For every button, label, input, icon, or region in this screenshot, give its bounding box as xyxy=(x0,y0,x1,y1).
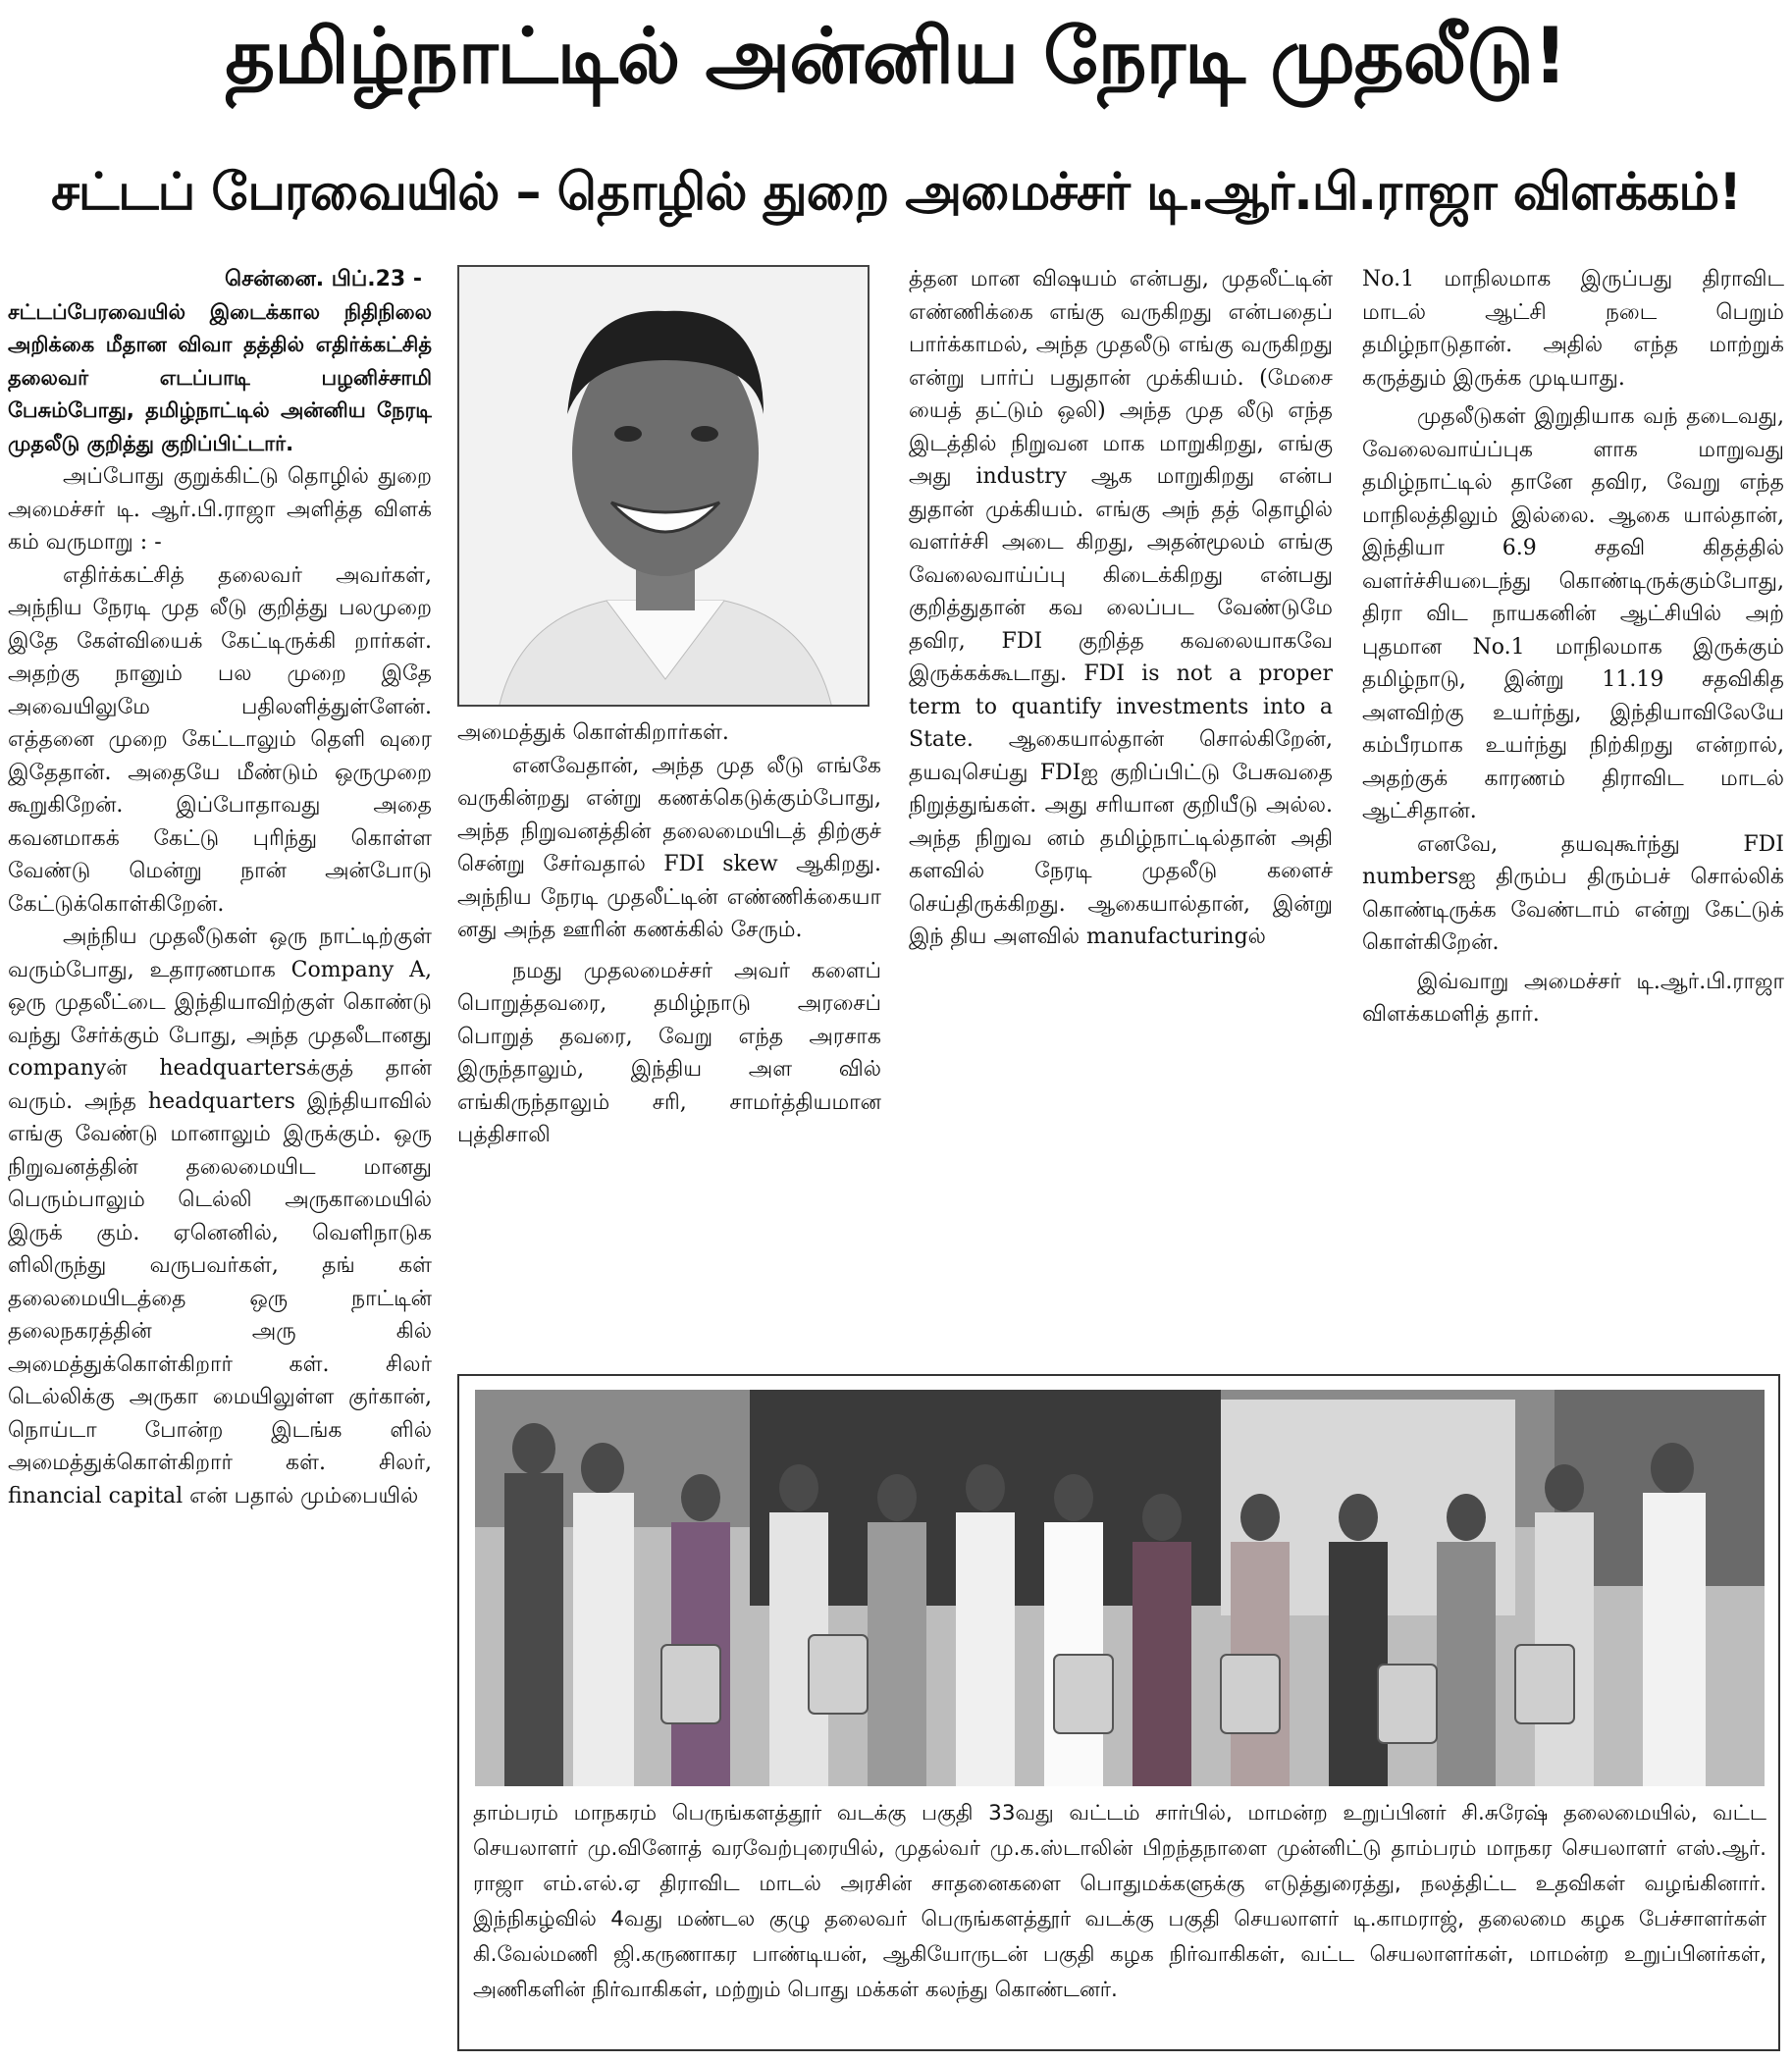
event-photo-image xyxy=(475,1390,1765,1786)
article-column-4 xyxy=(1362,263,1784,1441)
paragraph-6: நமது முதலமைச்சர் அவர் களைப் பொறுத்தவரை, தமிழ்நாடு அரசைப் பொறுத் தவரை, வேறு எந்த அரசாக இருந்தாலும், இந்திய அள வில் எங்கிருந்தாலும் சரி, சாமர்த்தியமான புத்திசாலி xyxy=(457,958,881,1147)
paragraph-5: எனவேதான், அந்த முத லீடு எங்கே வருகின்றது என்று கணக்கெடுக்கும்போது, அந்த நிறுவனத்தின் தலைமையிடத் திற்குச் சென்று சேர்வதால் FDI skew ஆகிறது. அந்நிய நேரடி முதலீட்டின் எண்ணிக்கையா னது அந்த ஊரின் கணக்கில் சேரும். xyxy=(457,753,881,942)
paragraph-10: எனவே, தயவுகூர்ந்து FDI numbersஐ திரும்ப திரும்பச் சொல்லிக் கொண்டிருக்க வேண்டாம் என்று கேட்டுக் கொள்கிறேன். xyxy=(1362,831,1784,955)
article-column-2 xyxy=(457,716,881,1443)
event-photo-box xyxy=(457,1374,1780,2051)
lead-paragraph: சட்டப்பேரவையில் இடைக்கால நிதிநிலை அறிக்கை மீதான விவா தத்தில் எதிர்க்கட்சித் தலைவர் எடப்பாடி பழனிச்சாமி பேசும்போது, தமிழ்நாட்டில் அன்னிய நேரடி முதலீடு குறித்து குறிப்பிட்டார். xyxy=(8,299,432,455)
paragraph-8: No.1 மாநிலமாக இருப்பது திராவிட மாடல் ஆட்சி நடை பெறும் தமிழ்நாடுதான். அதில் எந்த மாற்றுக் கருத்தும் இருக்க முடியாது. xyxy=(1362,267,1784,391)
paragraph-1: அப்போது குறுக்கிட்டு தொழில் துறை அமைச்சர் டி. ஆர்.பி.ராஜா அளித்த விளக் கம் வருமாறு : - xyxy=(8,464,432,555)
photo-caption: தாம்பரம் மாநகரம் பெருங்களத்தூர் வடக்கு பகுதி 33வது வட்டம் சார்பில், மாமன்ற உறுப்பினர் சி.சுரேஷ் தலைமையில், வட்ட செயலாளர் மு.வினோத் வரவேற்புரையில், முதல்வர் மு.க.ஸ்டாலின் பிறந்தநாளை முன்னிட்டு தாம்பரம் மாநகர செயலாளர் எஸ்.ஆர். ராஜா எம்.எல்.ஏ திராவிட மாடல் அரசின் சாதனைகளை பொதுமக்களுக்கு எடுத்துரைத்து, நலத்திட்ட உதவிகள் வழங்கினார். இந்நிகழ்வில் 4வது மண்டல குழு தலைவர் பெருங்களத்தூர் வடக்கு பகுதி செயலாளர் டி.காமராஜ், தலைமை கழக பேச்சாளர்கள் கி.வேல்மணி ஜி.கருணாகர பாண்டியன், ஆகியோருடன் பகுதி கழக நிர்வாகிகள், வட்ட செயலாளர்கள், மாமன்ற உறுப்பினர்கள், அணிகளின் நிர்வாகிகள், மற்றும் பொது மக்கள் கலந்து கொண்டனர். xyxy=(473,1801,1766,2002)
event-photo xyxy=(475,1390,1765,1786)
paragraph-2: எதிர்க்கட்சித் தலைவர் அவர்கள், அந்நிய நேரடி முத லீடு குறித்து பலமுறை இதே கேள்வியைக் கேட்டிருக்கி றார்கள். அதற்கு நானும் பல முறை இதே அவையிலுமே பதிலளித்துள்ளேன். எத்தனை முறை கேட்டாலும் தெளி வுரை இதேதான். அதையே மீண்டும் ஒருமுறை கூறுகிறேன். இப்போதாவது அதை கவனமாகக் கேட்டு புரிந்து கொள்ள வேண்டு மென்று நான் அன்போடு கேட்டுக்கொள்கிறேன். xyxy=(8,562,432,917)
paragraph-3: அந்நிய முதலீடுகள் ஒரு நாட்டிற்குள் வரும்போது, உதாரணமாக Company A, ஒரு முதலீட்டை இந்தியாவிற்குள் கொண்டு வந்து சேர்க்கும் போது, அந்த முதலீடானது companyன் headquartersக்குத் தான் வரும். அந்த headquarters இந்தியாவில் எங்கு வேண்டு மானாலும் இருக்கும். ஒரு நிறுவனத்தின் தலைமையிட மானது பெரும்பாலும் டெல்லி அருகாமையில் இருக் கும். ஏனெனில், வெளிநாடுக ளிலிருந்து வருபவர்கள், தங் கள் தலைமையிடத்தை ஒரு நாட்டின் தலைநகரத்தின் அரு கில் அமைத்துக்கொள்கிறார் கள். சிலர் டெல்லிக்கு அருகா மையிலுள்ள குர்கான், நொய்டா போன்ற இடங்க ளில் அமைத்துக்கொள்கிறார் கள். சிலர், financial capital என் பதால் மும்பையில் xyxy=(8,925,432,1508)
article-column-1 xyxy=(8,263,432,2059)
paragraph-11: இவ்வாறு அமைச்சர் டி.ஆர்.பி.ராஜா விளக்கமளித் தார். xyxy=(1362,969,1784,1027)
headline: தமிழ்நாட்டில் அன்னிய நேரடி முதலீடு! xyxy=(225,13,1567,101)
paragraph-9: முதலீடுகள் இறுதியாக வந் தடைவது, வேலைவாய்ப்புக ளாக மாறுவது தமிழ்நாட்டில் தானே தவிர, வேறு எந்த மாநிலத்திலும் இல்லை. ஆகை யால்தான், இந்தியா 6.9 சதவி கிதத்தில் வளர்ச்சியடைந்து கொண்டிருக்கும்போது, திரா விட நாயகனின் ஆட்சியில் அற் புதமான No.1 மாநிலமாக இருக்கும் தமிழ்நாடு, இன்று 11.19 சதவிகித அளவிற்கு உயர்ந்து, இந்தியாவிலேயே கம்பீரமாக உயர்ந்து நிற்கிறது என்றால், அதற்குக் காரணம் திராவிட மாடல் ஆட்சிதான். xyxy=(1362,404,1784,823)
paragraph-7: த்தன மான விஷயம் என்பது, முதலீட்டின் எண்ணிக்கை எங்கு வருகிறது என்பதைப் பார்க்காமல், அந்த முதலீடு எங்கு வருகிறது என்று பார்ப் பதுதான் முக்கியம். (மேசை யைத் தட்டும் ஒலி) அந்த முத லீடு எந்த இடத்தில் நிறுவன மாக மாறுகிறது, எங்கு அது industry ஆக மாறுகிறது என்ப துதான் முக்கியம். எங்கு அந் தத் தொழில் வளர்ச்சி அடை கிறது, அதன்மூலம் எங்கு வேலைவாய்ப்பு கிடைக்கிறது என்பது குறித்துதான் கவ லைப்பட வேண்டுமே தவிர, FDI குறித்த கவலையாகவே இருக்கக்கூடாது. FDI is not a proper term to quantify investments into a State. ஆகையால்தான் சொல்கிறேன், தயவுசெய்து FDIஐ குறிப்பிட்டு பேசுவதை நிறுத்துங்கள். அது சரியான குறியீடு அல்ல. அந்த நிறுவ னம் தமிழ்நாட்டில்தான் அதி களவில் நேரடி முதலீடு களைச் செய்திருக்கிறது. ஆகையால்தான், இன்று இந் திய அளவில் manufacturingல் xyxy=(909,267,1333,949)
subheadline: சட்டப் பேரவையில் – தொழில் துறை அமைச்சர் டி.ஆர்.பி.ராஜா விளக்கம்! xyxy=(51,163,1741,222)
minister-portrait xyxy=(457,265,870,707)
dateline: சென்னை. பிப்.23 - xyxy=(224,267,422,291)
article-column-3 xyxy=(909,263,1333,1441)
portrait-image xyxy=(459,267,870,707)
paragraph-4: அமைத்துக் கொள்கிறார்கள். xyxy=(457,720,729,745)
